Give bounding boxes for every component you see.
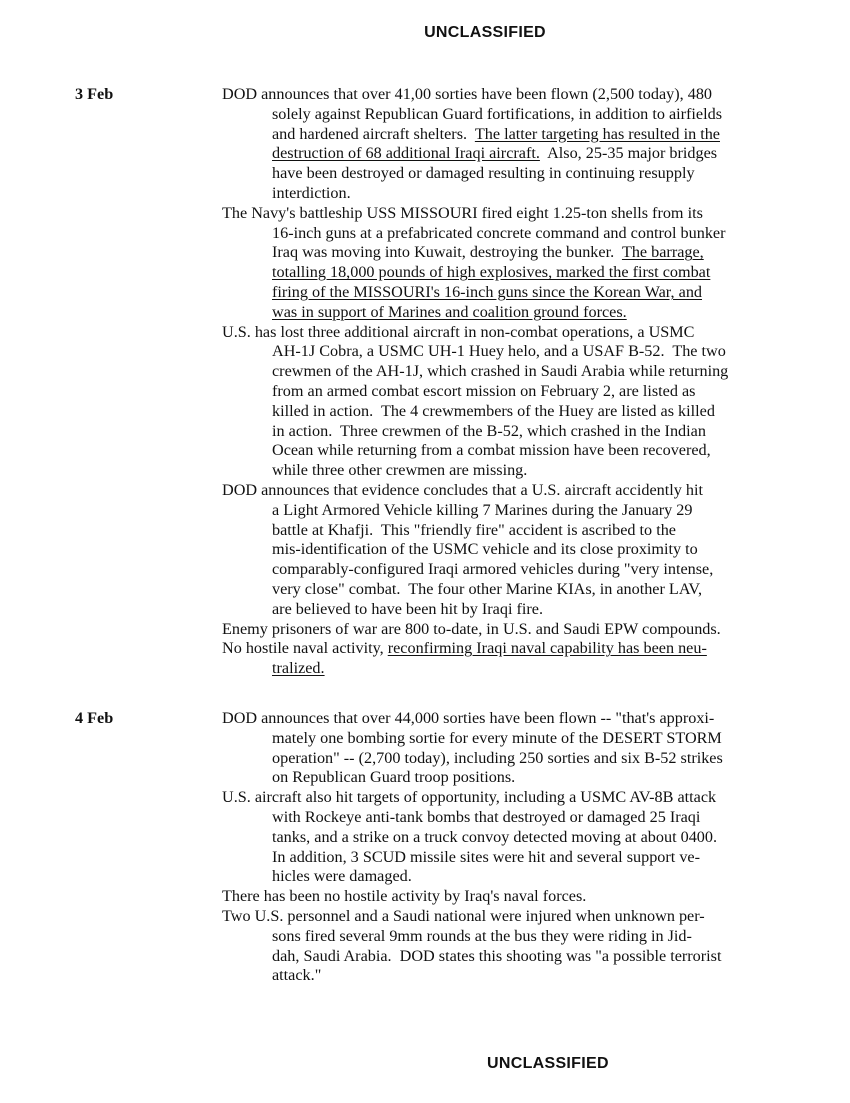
text-segment: Two U.S. personnel and a Saudi national were injured when unknown per- — [222, 906, 705, 925]
text-line — [222, 560, 792, 580]
entry-items — [222, 709, 792, 986]
text-line — [222, 927, 792, 947]
text-line — [222, 540, 792, 560]
text-segment: and hardened aircraft shelters. — [272, 124, 475, 143]
text-line — [222, 461, 792, 481]
text-line — [222, 521, 792, 541]
paragraph — [222, 323, 792, 481]
text-segment: on Republican Guard troop positions. — [272, 768, 516, 787]
text-line — [222, 243, 792, 263]
text-segment: a Light Armored Vehicle killing 7 Marines during the January 29 — [272, 500, 693, 519]
paragraph — [222, 907, 792, 986]
underlined-text: destruction of 68 additional Iraqi aircraft. — [272, 144, 540, 163]
text-line — [222, 441, 792, 461]
text-segment: AH-1J Cobra, a USMC UH-1 Huey helo, and a USAF B-52. The two — [272, 342, 726, 361]
text-segment: No hostile naval activity, — [222, 639, 388, 658]
text-line — [222, 808, 792, 828]
entry-date: 3 Feb — [75, 85, 114, 103]
paragraph — [222, 85, 792, 204]
text-line — [222, 620, 792, 640]
text-line — [222, 362, 792, 382]
text-line — [222, 709, 792, 729]
text-segment: crewmen of the AH-1J, which crashed in Saudi Arabia while returning — [272, 362, 729, 381]
text-segment: mis-identification of the USMC vehicle and its close proximity to — [272, 540, 698, 559]
text-segment: Ocean while returning from a combat mission have been recovered, — [272, 441, 711, 460]
classification-footer: UNCLASSIFIED — [487, 1055, 609, 1072]
text-segment: attack." — [272, 966, 322, 985]
text-line — [222, 204, 792, 224]
text-segment: U.S. aircraft also hit targets of opportunity, including a USMC AV-8B attack — [222, 788, 717, 807]
text-segment: from an armed combat escort mission on February 2, are listed as — [272, 381, 696, 400]
classification-header: UNCLASSIFIED — [424, 24, 546, 41]
entry-items — [222, 85, 792, 679]
text-line — [222, 342, 792, 362]
text-line — [222, 501, 792, 521]
paragraph — [222, 481, 792, 620]
text-segment: U.S. has lost three additional aircraft in non-combat operations, a USMC — [222, 322, 695, 341]
underlined-text: was in support of Marines and coalition ground forces. — [272, 302, 627, 321]
underlined-text: The barrage, — [621, 243, 704, 262]
text-line — [222, 144, 792, 164]
text-segment: In addition, 3 SCUD missile sites were hit and several support ve- — [272, 847, 700, 866]
text-segment: sons fired several 9mm rounds at the bus they were riding in Jid- — [272, 926, 692, 945]
paragraph — [222, 709, 792, 788]
text-segment: solely against Republican Guard fortifications, in addition to airfields — [272, 104, 722, 123]
text-line — [222, 164, 792, 184]
paragraph — [222, 639, 792, 679]
text-line — [222, 966, 792, 986]
text-segment: The Navy's battleship USS MISSOURI fired eight 1.25-ton shells from its — [222, 203, 703, 222]
text-line — [222, 639, 792, 659]
paragraph — [222, 788, 792, 887]
text-line — [222, 828, 792, 848]
text-line — [222, 184, 792, 204]
text-line — [222, 402, 792, 422]
text-segment: hicles were damaged. — [272, 867, 412, 886]
text-line — [222, 659, 792, 679]
text-line — [222, 788, 792, 808]
underlined-text: totalling 18,000 pounds of high explosives, marked the first combat — [272, 263, 711, 282]
text-segment: dah, Saudi Arabia. DOD states this shooting was "a possible terrorist — [272, 946, 722, 965]
text-line — [222, 382, 792, 402]
text-line — [222, 125, 792, 145]
text-line — [222, 947, 792, 967]
text-line — [222, 105, 792, 125]
text-line — [222, 580, 792, 600]
text-line — [222, 768, 792, 788]
text-segment: DOD announces that evidence concludes that a U.S. aircraft accidently hit — [222, 480, 703, 499]
text-segment: tanks, and a strike on a truck convoy detected moving at about 0400. — [272, 827, 718, 846]
text-line — [222, 481, 792, 501]
underlined-text: reconfirming Iraqi naval capability has been neu- — [387, 639, 707, 658]
text-segment: DOD announces that over 41,00 sorties have been flown (2,500 today), 480 — [222, 85, 713, 103]
text-segment: Iraq was moving into Kuwait, destroying the bunker. — [272, 243, 622, 262]
text-line — [222, 600, 792, 620]
text-line — [222, 85, 792, 105]
paragraph — [222, 887, 792, 907]
text-segment: DOD announces that over 44,000 sorties have been flown -- "that's approxi- — [222, 709, 715, 727]
text-segment: while three other crewmen are missing. — [272, 461, 528, 480]
paragraph — [222, 620, 792, 640]
text-line — [222, 283, 792, 303]
text-line — [222, 749, 792, 769]
underlined-text: The latter targeting has resulted in the — [474, 124, 720, 143]
underlined-text: tralized. — [272, 659, 325, 678]
paragraph — [222, 204, 792, 323]
text-line — [222, 323, 792, 343]
text-segment: interdiction. — [272, 183, 351, 202]
text-line — [222, 422, 792, 442]
text-segment: comparably-configured Iraqi armored vehicles during "very intense, — [272, 560, 714, 579]
text-segment: with Rockeye anti-tank bombs that destroyed or damaged 25 Iraqi — [272, 807, 701, 826]
text-segment: 16-inch guns at a prefabricated concrete command and control bunker — [272, 223, 726, 242]
entry-date: 4 Feb — [75, 709, 114, 727]
text-segment: have been destroyed or damaged resulting in continuing resupply — [272, 164, 695, 183]
text-line — [222, 887, 792, 907]
text-line — [222, 224, 792, 244]
text-line — [222, 729, 792, 749]
text-segment: very close" combat. The four other Marine KIAs, in another LAV, — [272, 579, 703, 598]
text-segment: in action. Three crewmen of the B-52, which crashed in the Indian — [272, 421, 706, 440]
text-segment: There has been no hostile activity by Iraq's naval forces. — [222, 887, 587, 906]
text-line — [222, 867, 792, 887]
text-segment: are believed to have been hit by Iraqi fire. — [272, 599, 544, 618]
text-line — [222, 907, 792, 927]
text-line — [222, 263, 792, 283]
text-segment: Also, 25-35 major bridges — [539, 144, 718, 163]
text-segment: battle at Khafji. This "friendly fire" accident is ascribed to the — [272, 520, 676, 539]
text-segment: killed in action. The 4 crewmembers of the Huey are listed as killed — [272, 401, 715, 420]
text-segment: Enemy prisoners of war are 800 to-date, in U.S. and Saudi EPW compounds. — [222, 619, 721, 638]
text-segment: mately one bombing sortie for every minute of the DESERT STORM — [272, 728, 722, 747]
underlined-text: firing of the MISSOURI's 16-inch guns since the Korean War, and — [272, 282, 703, 301]
text-line — [222, 848, 792, 868]
text-line — [222, 303, 792, 323]
text-segment: operation" -- (2,700 today), including 250 sorties and six B-52 strikes — [272, 748, 723, 767]
